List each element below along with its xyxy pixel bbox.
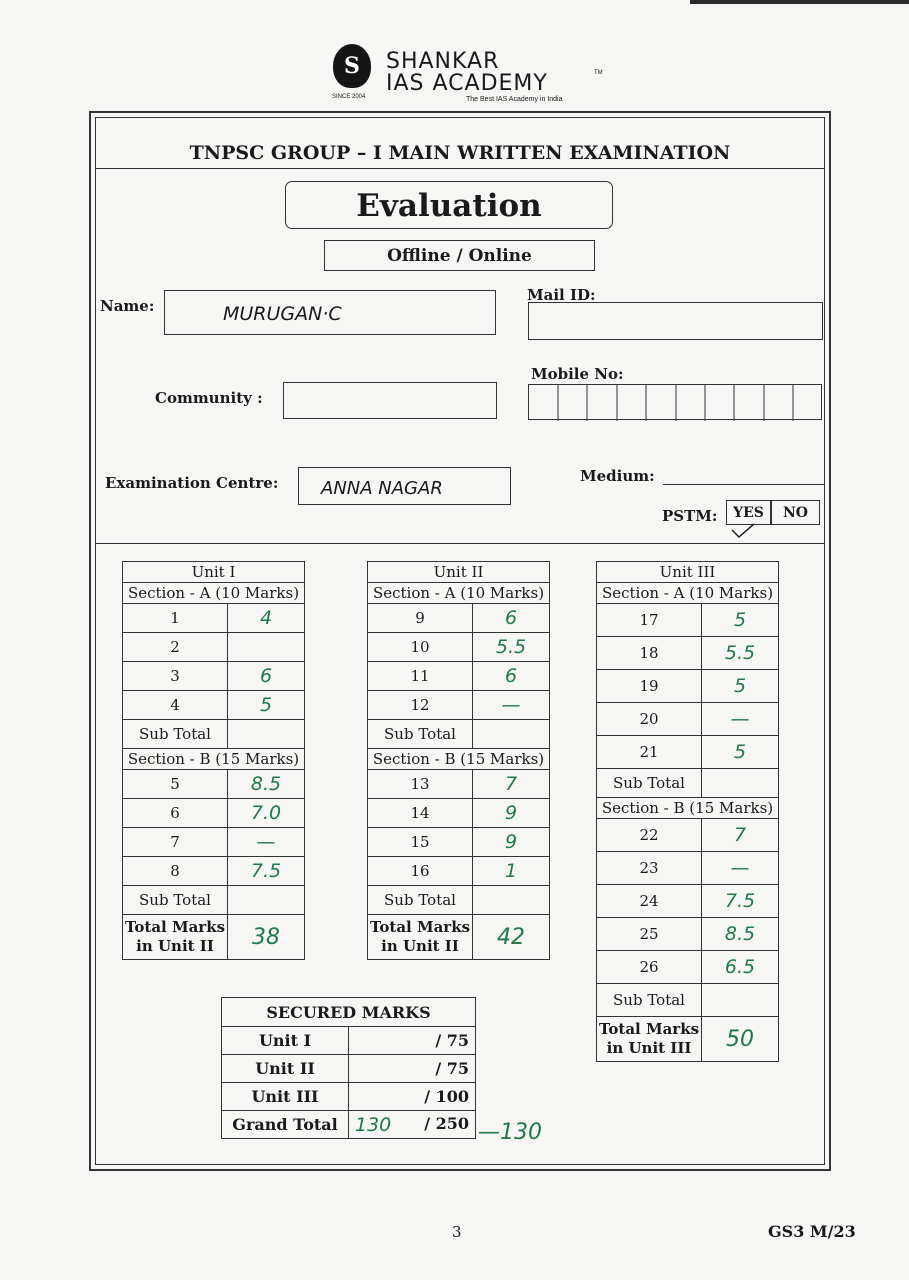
question-number: 8 (123, 857, 228, 886)
subtotal-cell[interactable] (473, 720, 550, 749)
unit3-section-a: Section - A (10 Marks) (597, 583, 779, 604)
document-code: GS3 M/23 (768, 1222, 856, 1241)
table-row (597, 1017, 779, 1062)
table-row (597, 951, 779, 984)
mark-cell[interactable]: 6 (473, 604, 550, 633)
table-row (368, 799, 550, 828)
question-number: 26 (597, 951, 702, 984)
table-row (597, 604, 779, 637)
mark-cell[interactable]: 5 (228, 691, 305, 720)
table-row (368, 886, 550, 915)
table-row (222, 1055, 476, 1083)
mail-field[interactable] (528, 302, 823, 340)
table-row (123, 691, 305, 720)
community-field[interactable] (283, 382, 497, 419)
secured-row-value[interactable]: / 75 (349, 1027, 476, 1055)
checkmark-icon (730, 522, 756, 540)
unit2-title: Unit II (368, 562, 550, 583)
centre-field[interactable] (298, 467, 511, 505)
table-row (123, 604, 305, 633)
table-row (597, 769, 779, 798)
centre-value: ANNA NAGAR (321, 478, 443, 499)
secured-row-value[interactable]: / 100 (349, 1083, 476, 1111)
medium-field[interactable] (663, 484, 825, 485)
mark-cell[interactable]: — (702, 852, 779, 885)
community-label: Community : (155, 389, 263, 407)
table-row (597, 819, 779, 852)
unit3-title: Unit III (597, 562, 779, 583)
table-row (368, 604, 550, 633)
subtotal-label: Sub Total (123, 720, 228, 749)
page-title: Evaluation (285, 181, 613, 229)
total-label: Total Marks in Unit III (597, 1017, 702, 1062)
question-number: 16 (368, 857, 473, 886)
logo-since: SINCE 2004 (332, 94, 366, 100)
unit-total[interactable]: 38 (228, 915, 305, 960)
question-number: 25 (597, 918, 702, 951)
unit2-table (367, 561, 550, 960)
table-row (222, 1111, 476, 1139)
mark-cell[interactable]: 6 (473, 662, 550, 691)
question-number: 23 (597, 852, 702, 885)
name-value: MURUGAN·C (223, 303, 342, 325)
mark-cell[interactable]: 1 (473, 857, 550, 886)
table-row (597, 918, 779, 951)
table-row (123, 633, 305, 662)
table-row (597, 984, 779, 1017)
academy-logo-icon: S (333, 44, 371, 88)
mark-cell[interactable]: 5 (702, 604, 779, 637)
question-number: 4 (123, 691, 228, 720)
question-number: 7 (123, 828, 228, 857)
subtotal-cell[interactable] (702, 769, 779, 798)
mark-cell[interactable]: 8.5 (702, 918, 779, 951)
mark-cell[interactable]: — (473, 691, 550, 720)
question-number: 3 (123, 662, 228, 691)
pstm-yes-option[interactable]: YES (726, 500, 771, 525)
brand-name-line1: SHANKAR (386, 49, 500, 74)
unit-total[interactable]: 50 (702, 1017, 779, 1062)
subtotal-label: Sub Total (368, 720, 473, 749)
table-row (368, 691, 550, 720)
table-row (123, 915, 305, 960)
question-number: 9 (368, 604, 473, 633)
mark-cell[interactable]: 4 (228, 604, 305, 633)
secured-marks-title: SECURED MARKS (222, 998, 476, 1027)
question-number: 12 (368, 691, 473, 720)
scan-edge (690, 0, 909, 4)
unit3-section-b: Section - B (15 Marks) (597, 798, 779, 819)
brand-tagline: The Best IAS Academy in India (466, 96, 563, 103)
table-row (123, 720, 305, 749)
question-number: 2 (123, 633, 228, 662)
table-row (597, 736, 779, 769)
question-number: 21 (597, 736, 702, 769)
grand-total-value[interactable]: 130 / 250 (349, 1111, 476, 1139)
subtotal-cell[interactable] (228, 720, 305, 749)
table-row (123, 886, 305, 915)
question-number: 17 (597, 604, 702, 637)
table-row (597, 637, 779, 670)
mark-cell[interactable]: 6 (228, 662, 305, 691)
subtotal-label: Sub Total (368, 886, 473, 915)
unit2-section-a: Section - A (10 Marks) (368, 583, 550, 604)
mark-cell[interactable]: 8.5 (228, 770, 305, 799)
total-label: Total Marks in Unit II (123, 915, 228, 960)
table-row (368, 857, 550, 886)
mobile-field[interactable] (528, 384, 822, 420)
total-label: Total Marks in Unit II (368, 915, 473, 960)
question-number: 11 (368, 662, 473, 691)
mark-cell[interactable]: — (702, 703, 779, 736)
centre-label: Examination Centre: (105, 474, 279, 492)
mark-cell[interactable]: 7.5 (228, 857, 305, 886)
table-row (123, 770, 305, 799)
table-row (368, 662, 550, 691)
subtotal-cell[interactable] (473, 886, 550, 915)
exam-title: TNPSC GROUP – I MAIN WRITTEN EXAMINATION (189, 142, 731, 164)
question-number: 19 (597, 670, 702, 703)
secured-row-label: Unit III (222, 1083, 349, 1111)
table-row (597, 852, 779, 885)
question-number: 1 (123, 604, 228, 633)
secured-marks-table (221, 997, 476, 1139)
question-number: 14 (368, 799, 473, 828)
secured-row-label: Unit I (222, 1027, 349, 1055)
name-field[interactable] (164, 290, 496, 335)
mark-cell[interactable] (228, 633, 305, 662)
subtotal-cell[interactable] (228, 886, 305, 915)
unit1-title: Unit I (123, 562, 305, 583)
table-row (597, 885, 779, 918)
table-row (597, 703, 779, 736)
table-row (368, 770, 550, 799)
page-number: 3 (452, 1223, 462, 1241)
mark-cell[interactable]: 7.0 (228, 799, 305, 828)
unit1-table (122, 561, 305, 960)
unit-total[interactable]: 42 (473, 915, 550, 960)
mark-cell[interactable]: 9 (473, 828, 550, 857)
grand-total-note: —130 (478, 1120, 542, 1145)
exam-mode: Offline / Online (324, 240, 595, 271)
question-number: 18 (597, 637, 702, 670)
subtotal-label: Sub Total (123, 886, 228, 915)
unit1-section-a: Section - A (10 Marks) (123, 583, 305, 604)
mark-cell[interactable]: 6.5 (702, 951, 779, 984)
mark-cell[interactable]: 5.5 (473, 633, 550, 662)
table-row (368, 633, 550, 662)
pstm-label: PSTM: (662, 507, 718, 525)
mark-cell[interactable]: 5 (702, 670, 779, 703)
mobile-digit-cells (529, 385, 823, 421)
question-number: 13 (368, 770, 473, 799)
question-number: 24 (597, 885, 702, 918)
secured-row-value[interactable]: / 75 (349, 1055, 476, 1083)
table-row (597, 670, 779, 703)
mark-cell[interactable]: 5.5 (702, 637, 779, 670)
table-row (123, 857, 305, 886)
table-row (222, 1083, 476, 1111)
question-number: 22 (597, 819, 702, 852)
question-number: 5 (123, 770, 228, 799)
brand-name-line2: IAS ACADEMY (386, 71, 548, 96)
pstm-no-option[interactable]: NO (771, 500, 820, 525)
question-number: 15 (368, 828, 473, 857)
divider (95, 543, 825, 544)
subtotal-label: Sub Total (597, 769, 702, 798)
unit3-table (596, 561, 779, 1062)
secured-row-label: Unit II (222, 1055, 349, 1083)
name-label: Name: (100, 297, 155, 315)
table-row (368, 720, 550, 749)
table-row (123, 662, 305, 691)
unit2-section-b: Section - B (15 Marks) (368, 749, 550, 770)
mail-label: Mail ID: (527, 286, 596, 304)
mark-cell[interactable]: 7 (702, 819, 779, 852)
divider (95, 168, 825, 169)
grand-total-label: Grand Total (222, 1111, 349, 1139)
question-number: 6 (123, 799, 228, 828)
trademark: TM (594, 70, 603, 76)
question-number: 20 (597, 703, 702, 736)
table-row (368, 915, 550, 960)
medium-label: Medium: (580, 467, 655, 485)
mark-cell[interactable]: 7 (473, 770, 550, 799)
unit1-section-b: Section - B (15 Marks) (123, 749, 305, 770)
mark-cell[interactable]: 5 (702, 736, 779, 769)
mark-cell[interactable]: 7.5 (702, 885, 779, 918)
table-row (222, 1027, 476, 1055)
mark-cell[interactable]: — (228, 828, 305, 857)
table-row (123, 828, 305, 857)
subtotal-cell[interactable] (702, 984, 779, 1017)
table-row (368, 828, 550, 857)
mark-cell[interactable]: 9 (473, 799, 550, 828)
mobile-label: Mobile No: (531, 365, 624, 383)
question-number: 10 (368, 633, 473, 662)
table-row (123, 799, 305, 828)
subtotal-label: Sub Total (597, 984, 702, 1017)
